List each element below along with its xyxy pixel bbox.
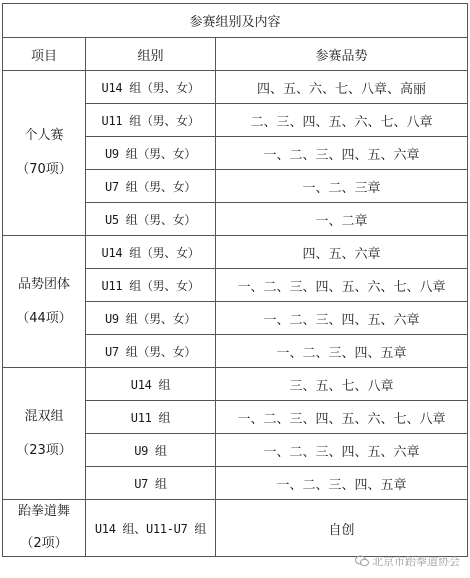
- group-cell: U14 组（男、女）: [86, 71, 216, 104]
- item-name: 跆拳道舞: [17, 504, 70, 519]
- group-cell: U11 组（男、女）: [86, 104, 216, 137]
- content-cell: 四、五、六章: [216, 236, 468, 269]
- group-cell: U7 组（男、女）: [86, 170, 216, 203]
- content-cell: 四、五、六、七、八章、高丽: [216, 71, 468, 104]
- content-cell: 一、二、三章: [216, 170, 468, 203]
- item-cell: [3, 368, 86, 500]
- item-name: 个人赛: [24, 128, 64, 143]
- header-group: 组别: [86, 38, 216, 71]
- group-cell: U9 组（男、女）: [86, 302, 216, 335]
- table-row: [3, 236, 468, 269]
- content-cell: 一、二、三、四、五、六章: [216, 302, 468, 335]
- group-cell: U14 组、U11-U7 组: [86, 500, 216, 557]
- watermark-text: 北京市跆拳道协会: [372, 555, 460, 568]
- group-cell: U14 组: [86, 368, 216, 401]
- item-name: 品势团体: [17, 276, 70, 292]
- item-count: （70项）: [16, 162, 72, 177]
- group-cell: U11 组（男、女）: [86, 269, 216, 302]
- content-cell: 一、二、三、四、五章: [216, 467, 468, 500]
- item-cell: [3, 500, 86, 557]
- item-count: （44项）: [16, 310, 72, 326]
- wechat-icon: [355, 555, 369, 567]
- table-header-row: [3, 38, 468, 71]
- group-cell: U9 组: [86, 434, 216, 467]
- content-cell: 三、五、七、八章: [216, 368, 468, 401]
- item-cell: [3, 71, 86, 236]
- table-row: [3, 500, 468, 557]
- group-cell: U5 组（男、女）: [86, 203, 216, 236]
- table-row: [3, 71, 468, 104]
- item-count: （2项）: [20, 536, 68, 551]
- content-cell: 一、二、三、四、五章: [216, 335, 468, 368]
- content-cell: 一、二章: [216, 203, 468, 236]
- header-content: 参赛品势: [216, 38, 468, 71]
- watermark: [355, 553, 460, 569]
- item-cell: [3, 236, 86, 368]
- group-cell: U14 组（男、女）: [86, 236, 216, 269]
- content-cell: 一、二、三、四、五、六章: [216, 137, 468, 170]
- content-cell: 一、二、三、四、五、六、七、八章: [216, 401, 468, 434]
- group-cell: U11 组: [86, 401, 216, 434]
- content-cell: 一、二、三、四、五、六、七、八章: [216, 269, 468, 302]
- group-cell: U7 组（男、女）: [86, 335, 216, 368]
- item-count: （23项）: [16, 442, 72, 458]
- table-title-row: [3, 4, 468, 38]
- competition-table: [2, 3, 468, 557]
- group-cell: U7 组: [86, 467, 216, 500]
- header-item: 项目: [3, 38, 86, 71]
- content-cell: 二、三、四、五、六、七、八章: [216, 104, 468, 137]
- table-row: [3, 368, 468, 401]
- content-cell: 一、二、三、四、五、六章: [216, 434, 468, 467]
- content-cell: 自创: [216, 500, 468, 557]
- group-cell: U9 组（男、女）: [86, 137, 216, 170]
- item-name: 混双组: [24, 408, 64, 424]
- table-title: 参赛组别及内容: [3, 4, 468, 38]
